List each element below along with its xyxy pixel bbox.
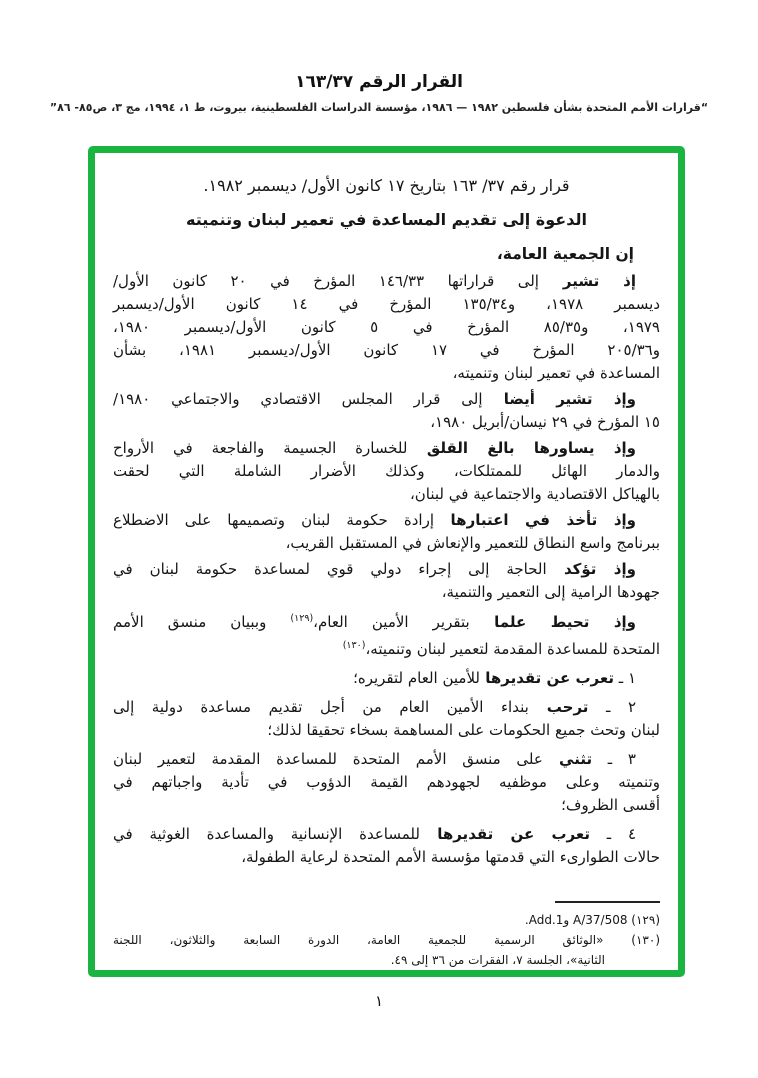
text-segment: للأمين العام لتقريره؛ (353, 669, 480, 687)
text-segment: جهودها الرامية إلى التعمير والتنمية، (441, 583, 660, 601)
paragraph-item (113, 667, 660, 690)
footnote-footnote (113, 930, 660, 970)
text-segment: بنداء الأمين العام من أجل تقديم مساعدة دولية إلى (113, 698, 529, 716)
text-line (113, 293, 660, 316)
text-line (113, 509, 660, 532)
text-segment: ٤ ـ (590, 825, 637, 843)
footnote-footnote (113, 910, 660, 930)
text-line (113, 771, 660, 794)
text-segment: بالهياكل الاقتصادية والاجتماعية في لبنان، (409, 485, 660, 503)
paragraph-item (113, 696, 660, 742)
text-line (113, 362, 660, 385)
document-frame (88, 146, 685, 977)
text-line (113, 634, 660, 661)
footnote-marker: (١٣٠) (342, 640, 366, 651)
text-segment: حالات الطوارىء التي قدمتها مؤسسة الأمم المتحدة لرعاية الطفولة، (241, 848, 660, 866)
text-segment: وإذ تؤكد (546, 560, 636, 578)
text-line (113, 950, 660, 970)
text-segment: ترحب (528, 698, 589, 716)
text-segment: وببيان منسق الأمم (113, 613, 291, 631)
source-citation: “قرارات الأمم المتحدة بشأن فلسطين ١٩٨٢ — ١٩٨٦، مؤسسة الدراسات الفلسطينية، بيروت، ط ١، ١٩٩٤، مج ٣، ص٨٥- ٨٦” (49, 101, 709, 114)
text-line (113, 270, 660, 293)
text-line (113, 719, 660, 742)
paragraph-item (113, 823, 660, 869)
text-segment: بتقرير الأمين العام، (313, 613, 470, 631)
text-segment: وإذ يساورها بالغ القلق (407, 439, 636, 457)
text-segment: ١٩٧٩، و٣٥/‏٨٥ المؤرخ في ٥ كانون الأول/ديسمبر ١٩٨٠، (113, 318, 660, 336)
text-line (113, 483, 660, 506)
text-line (113, 316, 660, 339)
text-line (113, 581, 660, 604)
paragraph-body (113, 509, 660, 555)
text-segment: ٣ ـ (592, 750, 636, 768)
paragraph-title (113, 173, 660, 199)
text-segment: تعرب عن تقديرها (479, 669, 614, 687)
text-segment: تعرب عن تقديرها (419, 825, 590, 843)
text-line (113, 930, 660, 950)
text-line (113, 696, 660, 719)
paragraph-item (113, 748, 660, 817)
text-segment: الدعوة إلى تقديم المساعدة في تعمير لبنان وتنميته (186, 210, 587, 229)
paragraph-body (113, 388, 660, 434)
footnote-marker: (١٢٩) (290, 613, 314, 624)
text-segment: ١ ـ (614, 669, 636, 687)
text-segment: قرار رقم ٣٧/ ١٦٣ بتاريخ ١٧ كانون الأول/ ديسمبر ١٩٨٢. (203, 176, 570, 195)
paragraph-body (113, 558, 660, 604)
text-segment: إلى قرار المجلس الاقتصادي والاجتماعي ١٩٨٠/ (113, 390, 483, 408)
text-line (113, 794, 660, 817)
text-segment: ديسمبر ١٩٧٨، و٣٤/‏١٣٥ المؤرخ في ١٤ كانون الأول/ديسمبر (113, 295, 661, 313)
text-line (113, 173, 660, 199)
text-line (113, 607, 660, 634)
page-number: ١ (374, 992, 384, 1010)
paragraph-body (113, 270, 660, 385)
text-segment: المساعدة في تعمير لبنان وتنميته، (452, 364, 660, 382)
text-line (113, 339, 660, 362)
paragraph-body (113, 437, 660, 506)
text-segment: و٣٦/‏٢٠٥ المؤرخ في ١٧ كانون الأول/ديسمبر ١٩٨١، بشأن (113, 341, 660, 359)
text-line (113, 558, 660, 581)
text-segment: إلى قراراتها ٣٣/‏١٤٦ المؤرخ في ٢٠ كانون الأول/ (113, 272, 539, 290)
text-segment: وإذ تشير أيضا (482, 390, 636, 408)
text-line (113, 823, 660, 846)
text-line (113, 207, 660, 233)
text-segment: إذ تشير (538, 272, 637, 290)
footnote-list (113, 910, 660, 970)
text-line (113, 910, 660, 930)
text-segment: المتحدة للمساعدة المقدمة لتعمير لبنان وتنميته، (365, 640, 660, 658)
text-line (113, 460, 660, 483)
text-segment: (١٣٠) «الوثائق الرسمية للجمعية العامة، الدورة السابعة والثلاثون، اللجنة (113, 933, 660, 947)
text-line (113, 846, 660, 869)
text-segment: الثانية»، الجلسة ٧، الفقرات من ٣٦ إلى ٤٩. (390, 953, 605, 967)
text-segment: ١٥ المؤرخ في ٢٩ نيسان/أبريل ١٩٨٠، (430, 413, 660, 431)
text-line (113, 411, 660, 434)
text-segment: للخسارة الجسيمة والفاجعة في الأرواح (113, 439, 408, 457)
text-line (113, 532, 660, 555)
paragraph-subtitle (113, 207, 660, 233)
text-line (113, 437, 660, 460)
text-segment: على منسق الأمم المتحدة للمساعدة المقدمة لتعمير لبنان (113, 750, 543, 768)
text-segment: أقسى الظروف؛ (561, 796, 660, 814)
text-line (113, 241, 660, 267)
text-segment: لبنان وتحث جميع الحكومات على المساهمة بسخاء تحقيقا لذلك؛ (267, 721, 660, 739)
text-line (113, 748, 660, 771)
text-segment: إرادة حكومة لبنان وتصميمها على الاضطلاع (113, 511, 434, 529)
text-segment: والدمار الهائل للممتلكات، وكذلك الأضرار الشاملة التي لحقت (113, 462, 660, 480)
text-segment: وإذ تأخذ في اعتبارها (434, 511, 636, 529)
document-body (95, 153, 678, 869)
text-segment: وإذ تحيط علما (469, 613, 637, 631)
text-segment: تثني (542, 750, 593, 768)
footnote-section (95, 881, 678, 970)
text-line (113, 388, 660, 411)
text-segment: وتنميته وعلى موظفيه لجهودهم القيمة الدؤوب في تأدية واجباتهم في (113, 773, 660, 791)
text-segment: ٢ ـ (588, 698, 636, 716)
text-segment: إن الجمعية العامة، (496, 245, 634, 263)
paragraph-opening (113, 241, 660, 267)
footnote-separator (555, 901, 660, 903)
text-line (113, 667, 660, 690)
paragraph-body (113, 607, 660, 661)
resolution-number-heading: القرار الرقم ٣٧/‏١٦٣ (295, 72, 463, 92)
text-segment: الحاجة إلى إجراء دولي قوي لمساعدة حكومة لبنان في (113, 560, 547, 578)
text-segment: (١٢٩) A/37/508 وAdd.1. (524, 913, 660, 927)
text-segment: ببرنامج واسع النطاق للتعمير والإنعاش في المستقبل القريب، (285, 534, 660, 552)
text-segment: للمساعدة الإنسانية والمساعدة الغوثية في (113, 825, 420, 843)
